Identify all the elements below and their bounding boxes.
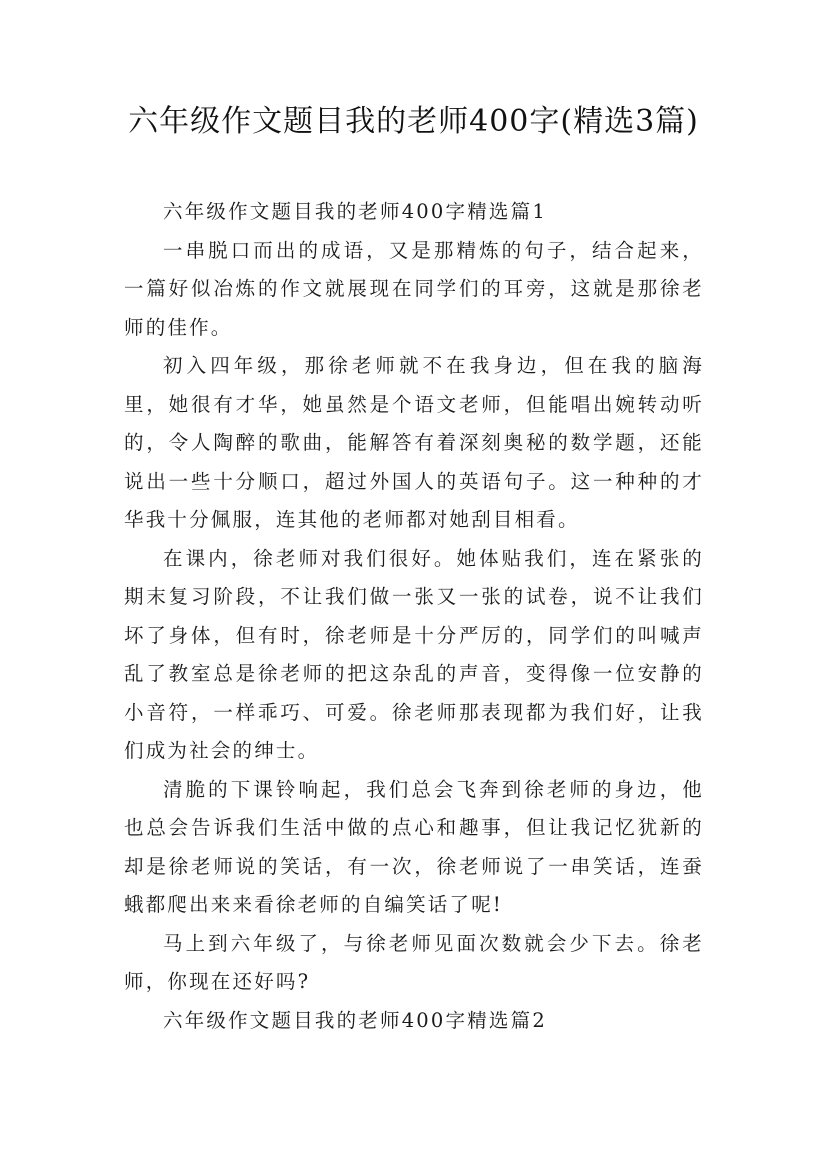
paragraph-4: 清脆的下课铃响起，我们总会飞奔到徐老师的身边，他也总会告诉我们生活中做的点心和趣事，但让我记忆犹新的却是徐老师说的笑话，有一次，徐老师说了一串笑话，连蚕蛾都爬出来来看徐老师的自编笑话了呢!: [124, 777, 704, 916]
section-heading-1: 六年级作文题目我的老师400字精选篇1: [163, 200, 547, 223]
paragraph-3: 在课内，徐老师对我们很好。她体贴我们，连在紧张的期末复习阶段，不让我们做一张又一张的试卷，说不让我们坏了身体，但有时，徐老师是十分严厉的，同学们的叫喊声乱了教室总是徐老师的把这杂乱的声音，变得像一位安静的小音符，一样乖巧、可爱。徐老师那表现都为我们好，让我们成为社会的绅士。: [124, 546, 704, 762]
paragraph-1: 一串脱口而出的成语，又是那精炼的句子，结合起来，一篇好似冶炼的作文就展现在同学们的耳旁，这就是那徐老师的佳作。: [124, 238, 704, 339]
section-heading-2: 六年级作文题目我的老师400字精选篇2: [163, 1008, 547, 1032]
document-body: [124, 193, 704, 1040]
paragraph-5: 马上到六年级了，与徐老师见面次数就会少下去。徐老师，你现在还好吗?: [124, 931, 704, 993]
document-title: 六年级作文题目我的老师400字(精选3篇): [128, 104, 699, 139]
paragraph-2: 初入四年级，那徐老师就不在我身边，但在我的脑海里，她很有才华，她虽然是个语文老师，但能唱出婉转动听的，令人陶醉的歌曲，能解答有着深刻奥秘的数学题，还能说出一些十分顺口，超过外国人的英语句子。这一种种的才华我十分佩服，连其他的老师都对她刮目相看。: [124, 354, 704, 531]
